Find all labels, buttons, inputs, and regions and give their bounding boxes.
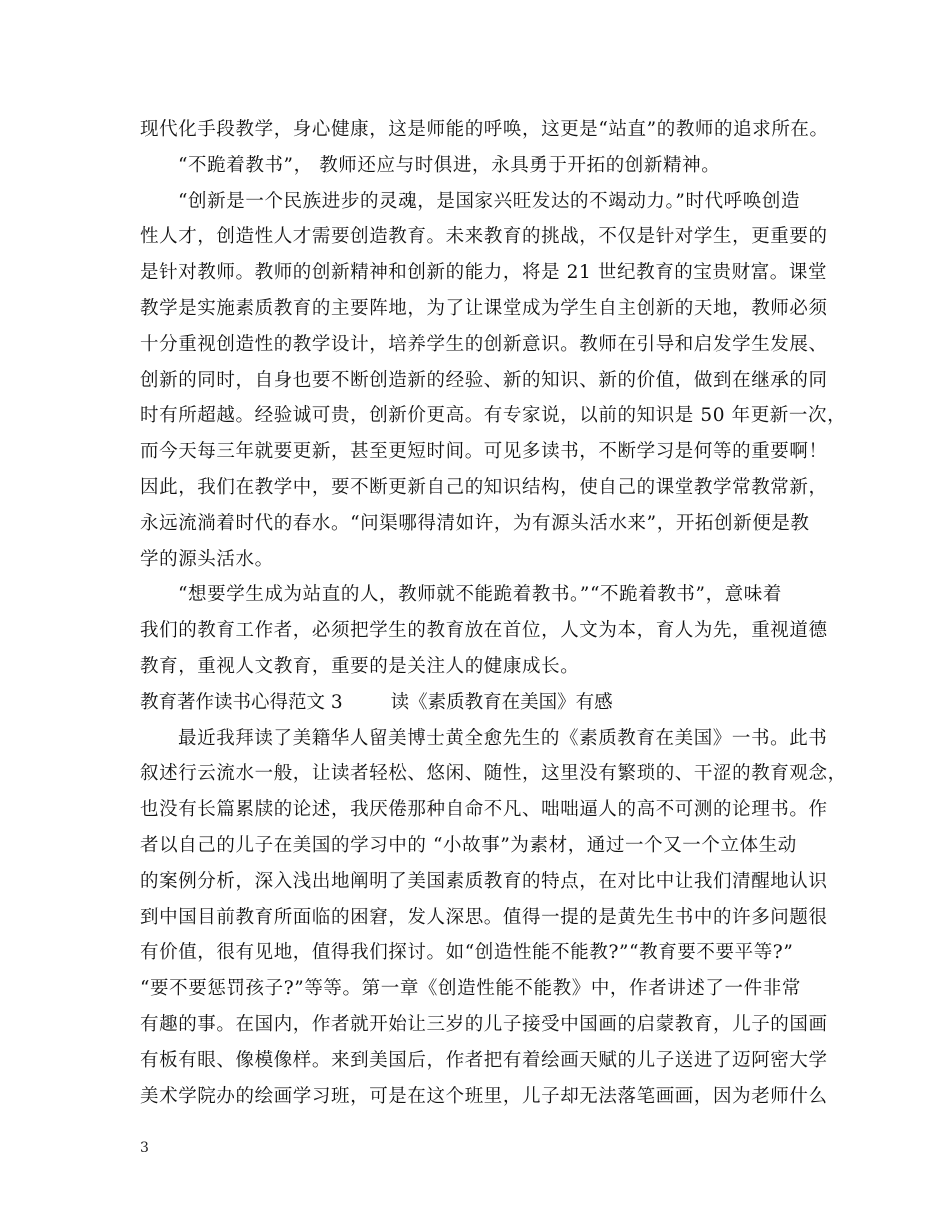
text-line: 我们的教育工作者，必须把学生的教育放在首位，人文为本，育人为先，重视道德 xyxy=(140,620,828,642)
text-line: 有趣的事。在国内，作者就开始让三岁的儿子接受中国画的启蒙教育，儿子的国画 xyxy=(140,1013,828,1035)
section-heading-title: 读《素质教育在美国》有感 xyxy=(390,691,613,713)
text-line: 学的源头活水。 xyxy=(140,548,274,570)
text-line: 性人才，创造性人才需要创造教育。未来教育的挑战，不仅是针对学生，更重要的 xyxy=(140,226,828,248)
text-line: “不跪着教书”， 教师还应与时俱进，永具勇于开拓的创新精神。 xyxy=(178,154,721,176)
text-line: “创新是一个民族进步的灵魂，是国家兴旺发达的不竭动力。”时代呼唤创造 xyxy=(178,190,801,212)
text-line: 有板有眼、像模像样。来到美国后，作者把有着绘画天赋的儿子送进了迈阿密大学 xyxy=(140,1049,828,1071)
text-line: 到中国目前教育所面临的困窘，发人深思。值得一提的是黄先生书中的许多问题很 xyxy=(140,906,828,928)
text-line: “要不要惩罚孩子?”等等。第一章《创造性能不能教》中，作者讲述了一件非常 xyxy=(140,978,801,1000)
text-line: 创新的同时，自身也要不断创造新的经验、新的知识、新的价值，做到在继承的同 xyxy=(140,369,828,391)
text-block-2 xyxy=(140,721,847,1115)
text-line: 现代化手段教学，身心健康，这是师能的呼唤，这更是“站直”的教师的追求所在。 xyxy=(140,119,829,140)
page-number: 3 xyxy=(140,1140,149,1156)
text-line: 美术学院办的绘画学习班，可是在这个班里，儿子却无法落笔画画，因为老师什么 xyxy=(140,1085,828,1107)
text-line: 教学是实施素质教育的主要阵地，为了让课堂成为学生自主创新的天地，教师必须 xyxy=(140,297,828,319)
text-line: 而今天每三年就要更新，甚至更短时间。可见多读书，不断学习是何等的重要啊！ xyxy=(140,441,828,463)
text-block-1 xyxy=(140,112,847,685)
text-line: 者以自己的儿子在美国的学习中的 “小故事”为素材，通过一个又一个立体生动 xyxy=(140,834,797,856)
document-body xyxy=(140,112,847,1114)
text-line: 有价值，很有见地，值得我们探讨。如“创造性能不能教?”“教育要不要平等?” xyxy=(140,942,794,964)
text-line: 是针对教师。教师的创新精神和创新的能力，将是 21 世纪教育的宝贵财富。课堂 xyxy=(140,262,828,284)
text-line: “想要学生成为站直的人，教师就不能跪着教书。”“不跪着教书”，意味着 xyxy=(178,584,782,606)
text-line: 的案例分析，深入浅出地阐明了美国素质教育的特点，在对比中让我们清醒地认识 xyxy=(140,870,828,892)
text-line: 时有所超越。经验诚可贵，创新价更高。有专家说，以前的知识是 50 年更新一次， xyxy=(140,405,847,427)
text-line: 叙述行云流水一般，让读者轻松、悠闲、随性，这里没有繁琐的、干涩的教育观念， xyxy=(140,763,847,785)
text-line: 最近我拜读了美籍华人留美博士黄全愈先生的《素质教育在美国》一书。此书 xyxy=(178,727,828,749)
text-line: 十分重视创造性的教学设计，培养学生的创新意识。教师在引导和启发学生发展、 xyxy=(140,333,828,355)
section-heading-number: 教育著作读书心得范文 3 xyxy=(140,691,343,713)
text-line: 也没有长篇累牍的论述，我厌倦那种自命不凡、咄咄逼人的高不可测的论理书。作 xyxy=(140,799,828,821)
text-line: 教育，重视人文教育，重要的是关注人的健康成长。 xyxy=(140,655,580,677)
text-line: 因此，我们在教学中，要不断更新自己的知识结构，使自己的课堂教学常教常新， xyxy=(140,476,828,498)
text-line: 永远流淌着时代的春水。“问渠哪得清如许，为有源头活水来”，开拓创新便是教 xyxy=(140,512,810,534)
section-heading xyxy=(140,685,820,721)
